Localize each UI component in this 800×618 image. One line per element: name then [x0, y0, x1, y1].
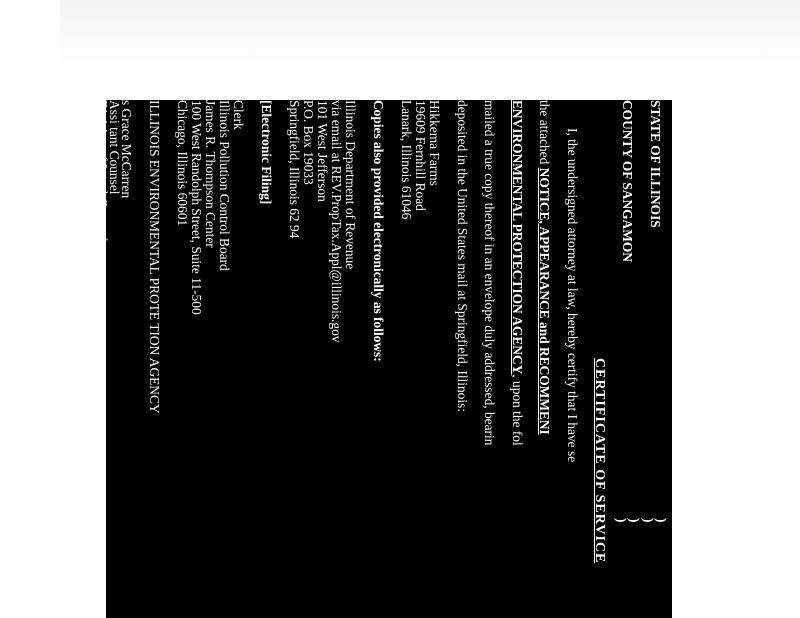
body-line-2 — [538, 100, 551, 435]
caption-brackets — [614, 518, 668, 522]
signature-line: (21 ) 82 5544 — [47, 100, 62, 173]
revenue-line: 101 West Jefferson — [315, 100, 330, 202]
revenue-line: via email at REV.PropTax.Appl@illinois.gov — [329, 100, 344, 343]
revenue-line: Illinois Department of Revenue — [343, 100, 358, 270]
signature-line: P.O. Box 192 6 — [71, 100, 86, 182]
body-line-2-prefix: the attached — [537, 100, 552, 168]
addressee-line: 19609 Fernhill Road — [413, 100, 428, 211]
addressee-line: Hikkema Farms — [427, 100, 442, 186]
scanned-document-page — [35, 100, 672, 618]
filing-label: [Electronic Filing] — [259, 100, 274, 205]
body-line-3 — [511, 100, 524, 446]
board-line: James R. Thompson Center — [203, 100, 218, 248]
scan-header-haze — [60, 0, 800, 70]
signature-line: Division of Legal Counsel — [95, 100, 110, 242]
signature-line: Assi tant Counsel — [107, 100, 122, 195]
copies-heading: Copies also provided electronically as follows: — [371, 100, 386, 362]
rotated-document-content — [35, 100, 672, 618]
addressee-line: Lanark, Illinois 61046 — [399, 100, 414, 220]
bracket: ) — [627, 518, 643, 523]
bracket: ) — [654, 518, 669, 523]
board-line: 100 West Randolph Street, Suite 11-500 — [189, 100, 204, 315]
signature-line: (21 ) 82 9143 (TDD) — [35, 100, 50, 213]
revenue-line: Springfield, Illinois 62 94 — [287, 100, 302, 239]
board-line: Illinois Pollution Control Board — [217, 100, 232, 271]
body-line-3-suffix: , upon the fol — [510, 374, 525, 446]
certificate-title: CERTIFICATE OF SERVICE — [592, 358, 607, 564]
signature-line: 1021 North Grand Avenue Ea t — [83, 100, 98, 266]
notice-link: NOTICE, APPEARANCE and RECOMMENI — [537, 167, 552, 435]
agency-link: ENVIRONMENTAL PROTECTION AGENCY — [510, 100, 525, 375]
body-line-5: deposited in the United States mail at Springfield, Illinois: — [455, 100, 470, 413]
revenue-line: P.O. Box 19033 — [301, 100, 316, 185]
county-heading: COUNTY OF SANGAMON — [620, 100, 635, 262]
board-line: Chicago, Illinois 60601 — [175, 100, 190, 227]
board-line: Clerk — [231, 100, 246, 130]
signature-line: s Grace McCarren — [119, 100, 134, 199]
bracket: ) — [613, 518, 629, 523]
agency-name: ILLINOIS ENVIRONMENTAL PROTE TION AGENCY — [147, 100, 162, 414]
body-line-4: mailed a true copy thereof in an envelope duly addressed, bearin — [482, 100, 497, 446]
body-line-1: I, the undersigned attorney at law, hereby certify that I have se — [565, 128, 580, 463]
state-heading: STATE OF ILLINOIS — [648, 100, 663, 228]
bracket: ) — [640, 518, 656, 523]
signature-line: Springfield, Illinois 62 94 92 6 — [59, 100, 74, 266]
